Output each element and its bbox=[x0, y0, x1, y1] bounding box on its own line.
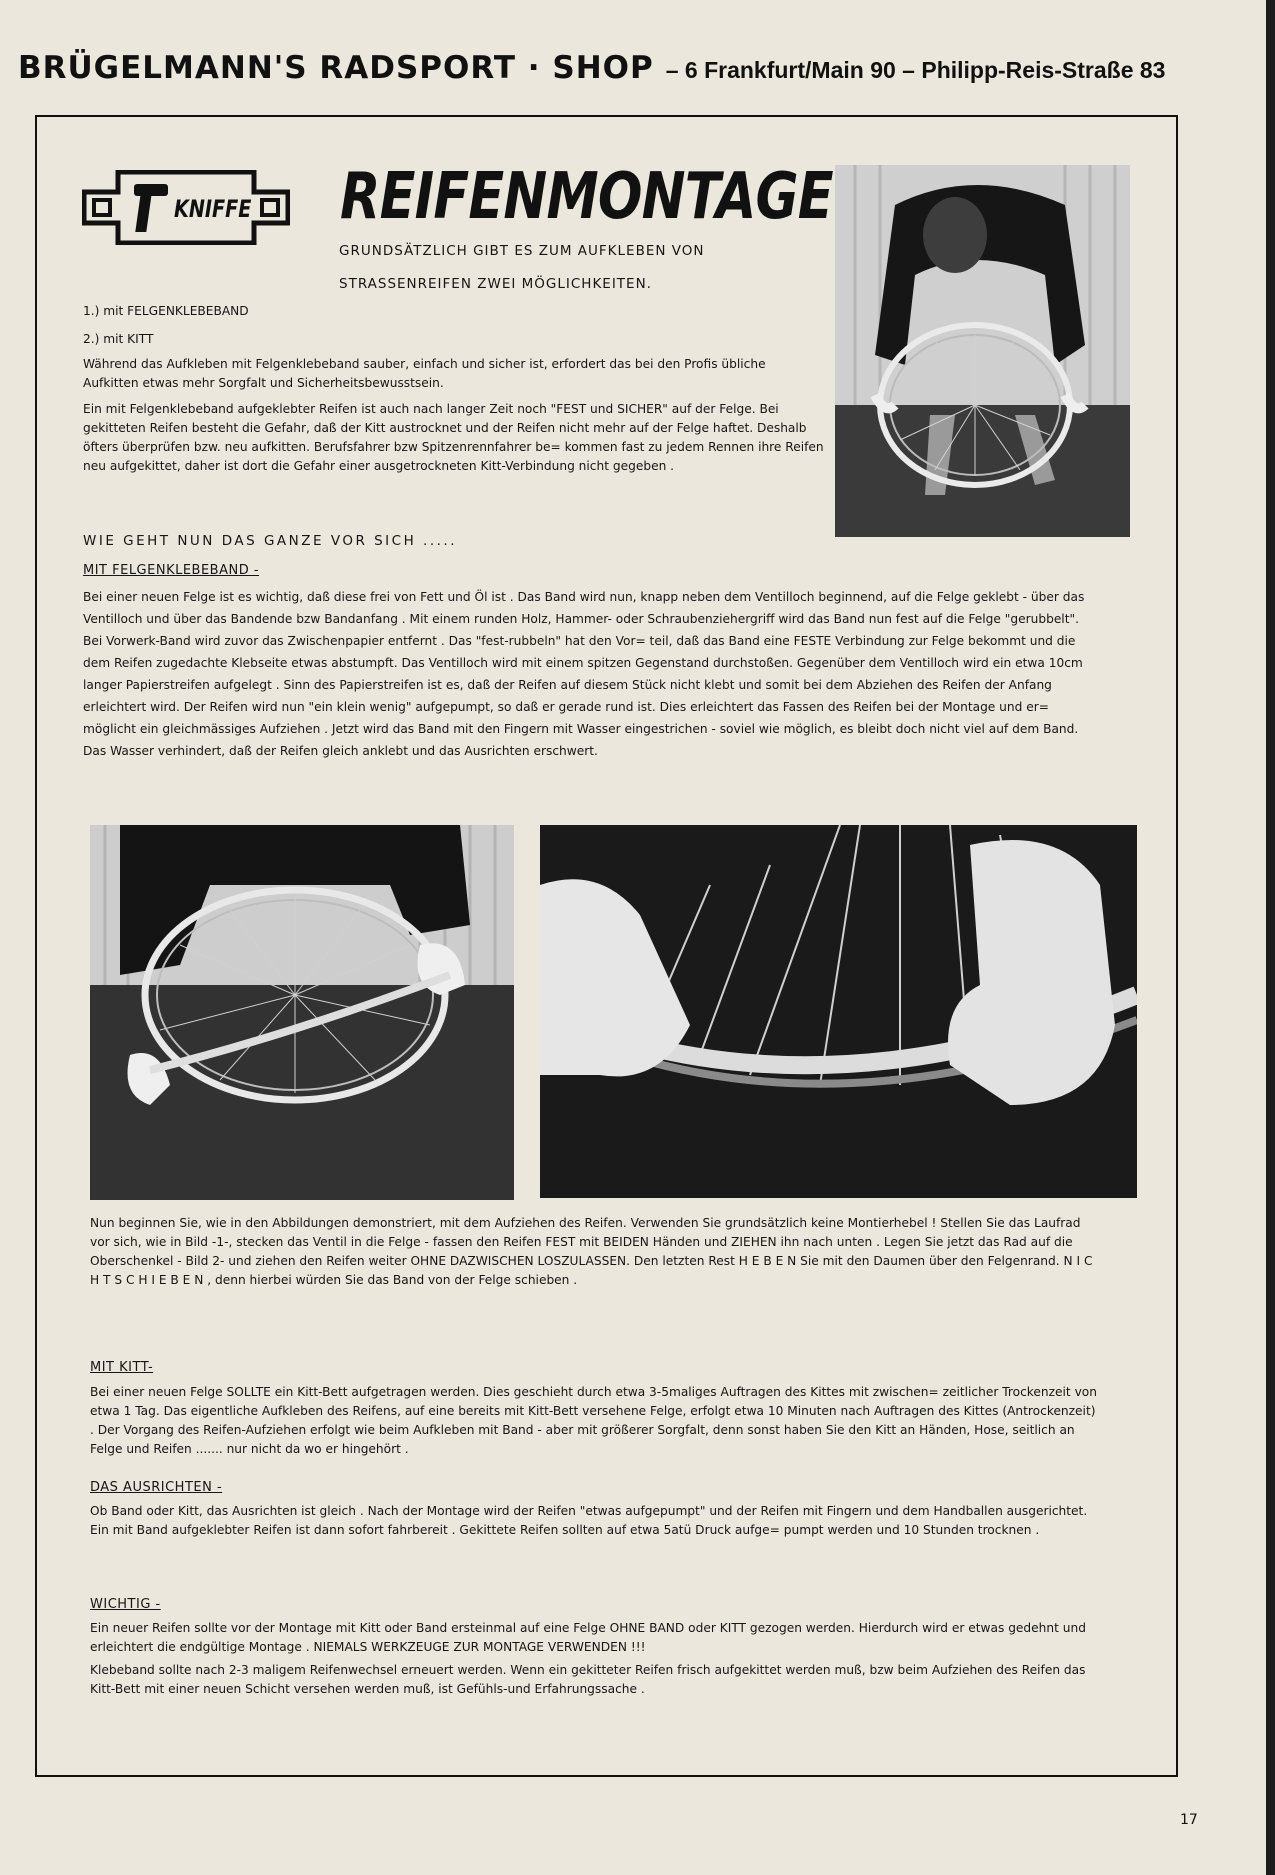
page-title: REIFENMONTAGE bbox=[340, 160, 833, 234]
shop-address: – 6 Frankfurt/Main 90 – Philipp-Reis-Straße 83 bbox=[665, 57, 1166, 83]
option-item: 2.) mit KITT bbox=[83, 332, 154, 346]
kitt-paragraph: Bei einer neuen Felge SOLLTE ein Kitt-Bett aufgetragen werden. Dies geschieht durch etwa 3-5maliges Auftragen des Kittes mit zwischen= zeitlicher Trockenzeit von etwa 1 Tag. Das eigentliche Aufkleben des Reifens, auf eine bereits mit Kitt-Bett versehene Felge, erfolgt etwa 10 Minuten nach Auftragen des Kittes (Antrockenzeit) . Der Vorgang des Reifen-Aufziehen erfolgt wie beim Aufkleben mit Band - aber mit größerer Sorgfalt, denn sonst haben Sie den Kitt an Händen, Hose, seitlich an Felge und Reifen ....... nur nicht da wo er hingehört . bbox=[90, 1385, 1097, 1456]
kniffe-logo bbox=[82, 170, 290, 245]
subtitle-line-1: GRUNDSÄTZLICH GIBT ES ZUM AUFKLEBEN VON bbox=[339, 243, 705, 259]
band-paragraph: Bei einer neuen Felge ist es wichtig, daß diese frei von Fett und Öl ist . Das Band wird nun, knapp neben dem Ventilloch beginnend, auf die Felge geklebt - über das Ventilloch und über das Bandende bzw Bandanfang . Mit einem runden Holz, Hammer- oder Schraubenziehergriff wird das Band nun fest auf die Felge "gerubbelt". Bei Vorwerk-Band wird zuvor das Zwischenpapier entfernt . Das "fest-rubbeln" hat den Vor= teil, daß das Band eine FESTE Verbindung zur Felge bekommt und die dem Reifen zugedachte Klebseite etwas abstumpft. Das Ventilloch wird mit einem spitzen Gegenstand durchstoßen. Gegenüber dem Ventilloch wird ein etwa 10cm langer Papierstreifen aufgelegt . Sinn des Papierstreifen ist es, daß der Reifen auf diesem Stück nicht klebt und somit bei dem Abziehen des Reifen der Anfang erleichtert wird. Der Reifen wird nun "ein klein wenig" aufgepumpt, so daß er gerade rund ist. Dies erleichtert das Fassen des Reifen bei der Montage und er= möglicht ein gleichmässiges Aufziehen . Jetzt wird das Band mit den Fingern mit Wasser eingestrichen - soviel wie möglich, es bleibt doch nicht viel auf dem Band. Das Wasser verhindert, daß der Reifen gleich anklebt und das Ausrichten erschwert. bbox=[83, 590, 1085, 758]
important-heading: WICHTIG - bbox=[90, 1597, 161, 1612]
kniffe-label: KNIFFE bbox=[174, 196, 252, 224]
kitt-heading: MIT KITT- bbox=[90, 1360, 154, 1375]
intro-paragraph-2: Ein mit Felgenklebeband aufgeklebter Reifen ist auch nach langer Zeit noch "FEST und SICHER" auf der Felge. Bei gekitteten Reifen besteht die Gefahr, daß der Kitt austrocknet und der Reifen nicht mehr auf der Felge haftet. Deshalb öfters überprüfen bzw. neu aufkitten. Berufsfahrer bzw Spitzenrennfahrer be= kommen fast zu jedem Rennen ihre Reifen neu aufgekittet, daher ist dort die Gefahr einer ausgetrockneten Kitt-Verbindung nicht gegeben . bbox=[83, 402, 824, 473]
mounting-paragraph: Nun beginnen Sie, wie in den Abbildungen demonstriert, mit dem Aufziehen des Reifen. Verwenden Sie grundsätzlich keine Montierhebel ! Stellen Sie das Laufrad vor sich, wie in Bild -1-, stecken das Ventil in die Felge - fassen den Reifen FEST mit BEIDEN Händen und ZIEHEN ihn nach unten . Legen Sie jetzt das Rad auf die Oberschenkel - Bild 2- und ziehen den Reifen weiter OHNE DAZWISCHEN LOSZULASSEN. Den letzten Rest H E B E N Sie mit den Daumen über den Felgenrand. N I C H T S C H I E B E N , denn hierbei würden Sie das Band von der Felge schieben . bbox=[90, 1216, 1093, 1287]
important-paragraph-2: Klebeband sollte nach 2-3 maligem Reifenwechsel erneuert werden. Wenn ein gekitteter Reifen frisch aufgekittet werden muß, bzw beim Aufziehen des Reifen das Kitt-Bett mit einer neuen Schicht versehen werden muß, ist Gefühls-und Erfahrungssache . bbox=[90, 1663, 1086, 1696]
wrench-icon bbox=[134, 184, 168, 232]
photo-pulling-tire-closeup bbox=[540, 825, 1137, 1198]
align-heading: DAS AUSRICHTEN - bbox=[90, 1480, 223, 1495]
band-heading: MIT FELGENKLEBEBAND - bbox=[83, 563, 260, 578]
how-heading: WIE GEHT NUN DAS GANZE VOR SICH ..... bbox=[83, 533, 457, 549]
photo-wheel-on-thighs bbox=[90, 825, 514, 1200]
important-paragraph-1: Ein neuer Reifen sollte vor der Montage mit Kitt oder Band ersteinmal auf eine Felge OHNE BAND oder KITT gezogen werden. Hierdurch wird er etwas gedehnt und erleichtert die endgültige Montage . NIEMALS WERKZEUGE ZUR MONTAGE VERWENDEN !!! bbox=[90, 1621, 1086, 1654]
shop-header bbox=[18, 50, 1263, 90]
photo-tire-mounting-standing bbox=[835, 165, 1130, 537]
subtitle-line-2: STRASSENREIFEN ZWEI MÖGLICHKEITEN. bbox=[339, 276, 652, 292]
align-paragraph: Ob Band oder Kitt, das Ausrichten ist gleich . Nach der Montage wird der Reifen "etwas aufgepumpt" und der Reifen mit Fingern und dem Handballen ausgerichtet. Ein mit Band aufgeklebter Reifen ist dann sofort fahrbereit . Gekittete Reifen sollten auf etwa 5atü Druck aufge= pumpt werden und 10 Stunden trocknen . bbox=[90, 1504, 1088, 1537]
intro-paragraph-1: Während das Aufkleben mit Felgenklebeband sauber, einfach und sicher ist, erfordert das bei den Profis übliche Aufkitten etwas mehr Sorgfalt und Sicherheitsbewusstsein. bbox=[83, 357, 766, 390]
page-number: 17 bbox=[1180, 1812, 1198, 1828]
kniffe-logo-frame bbox=[82, 170, 290, 245]
option-item: 1.) mit FELGENKLEBEBAND bbox=[83, 304, 249, 318]
shop-name: BRÜGELMANN'S RADSPORT · SHOP bbox=[18, 50, 654, 86]
page-edge-shadow bbox=[1266, 0, 1275, 1875]
